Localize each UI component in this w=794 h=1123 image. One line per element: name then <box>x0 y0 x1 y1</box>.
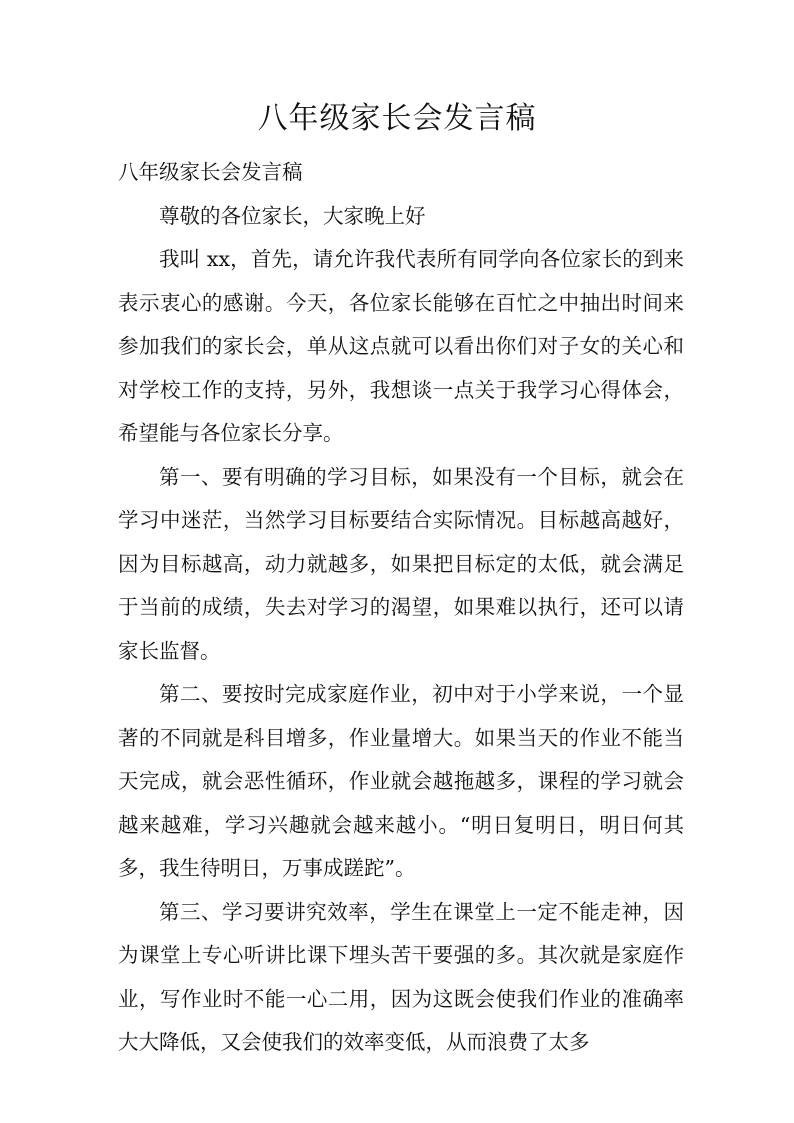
document-title: 八年级家长会发言稿 <box>257 101 537 136</box>
paragraph-greeting: 尊敬的各位家长，大家晚上好 <box>159 203 426 228</box>
paragraph-point-three: 第三、学习要讲究效率，学生在课堂上一定不能走神，因为课堂上专心听讲比课下埋头苦干要强的多。其次就是家庭作业，写作业时不能一心二用，因为这既会使我们作业的准确率大大降低，又会使我们的效率变低，从而浪费了太多 <box>118 899 684 1054</box>
paragraph-point-two: 第二、要按时完成家庭作业，初中对于小学来说，一个显著的不同就是科目增多，作业量增大。如果当天的作业不能当天完成，就会恶性循环，作业就会越拖越多，课程的学习就会越来越难，学习兴趣就会越来越小。“明日复明日，明日何其多，我生待明日，万事成蹉跎”。 <box>118 682 684 880</box>
document-body <box>118 151 684 1065</box>
document-subtitle: 八年级家长会发言稿 <box>118 160 303 184</box>
paragraph-point-one: 第一、要有明确的学习目标，如果没有一个目标，就会在学习中迷茫，当然学习目标要结合实际情况。目标越高越好，因为目标越高，动力就越多，如果把目标定的太低，就会满足于当前的成绩，失去对学习的渴望，如果难以执行，还可以请家长监督。 <box>118 464 684 663</box>
paragraph-introduction: 我叫 xx，首先，请允许我代表所有同学向各位家长的到来表示衷心的感谢。今天，各位家长能够在百忙之中抽出时间来参加我们的家长会，单从这点就可以看出你们对子女的关心和对学校工作的支持，另外，我想谈一点关于我学习心得体会，希望能与各位家长分享。 <box>118 247 684 445</box>
